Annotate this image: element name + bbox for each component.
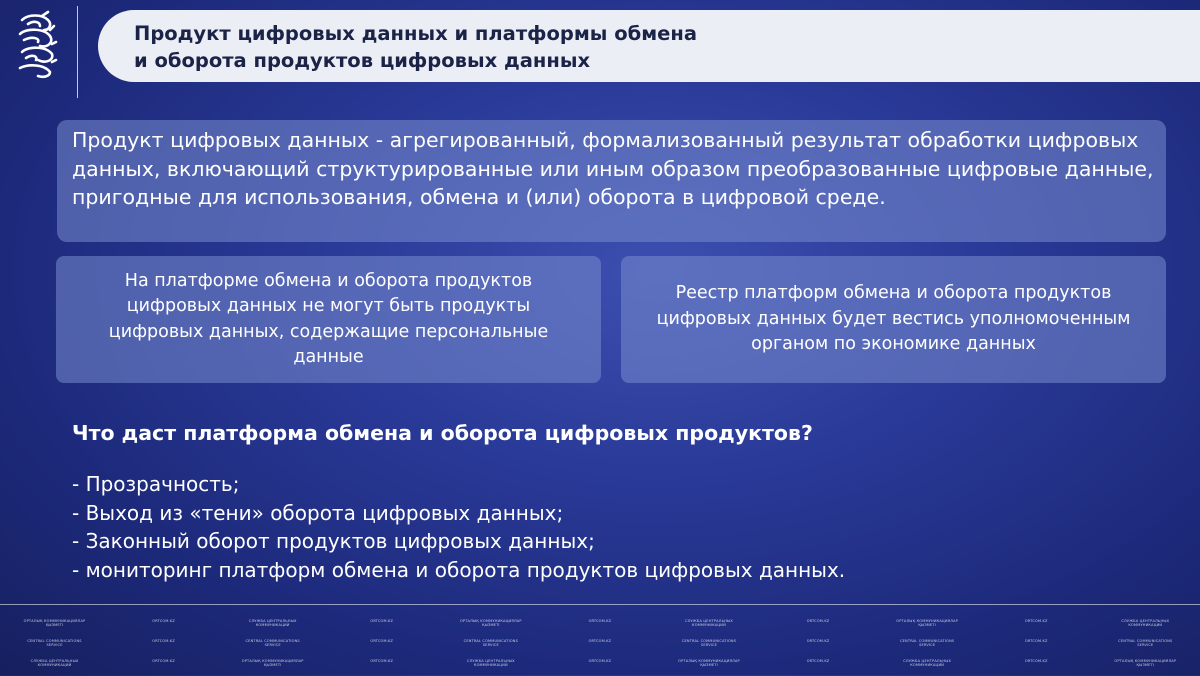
card-personal-data-text: На платформе обмена и оборота продуктов цифровых данных не могут быть продукты цифровых данных, содержащие персональные данные [108, 270, 549, 367]
footer-text: ORTCOM.KZ [370, 659, 394, 663]
footer-text: ORTCOM.KZ [806, 619, 830, 623]
footer-text: CENTRAL COMMUNICATIONS SERVICE [1118, 639, 1173, 647]
footer-text: СЛУЖБА ЦЕНТРАЛЬНЫХ КОММУНИКАЦИЙ [685, 619, 733, 627]
card-personal-data [56, 256, 601, 383]
footer-text: ORTCOM.KZ [152, 659, 175, 663]
list-item: - мониторинг платформ обмена и оборота продуктов цифровых данных. [72, 557, 846, 582]
footer-text: CENTRAL COMMUNICATIONS SERVICE [681, 639, 737, 647]
footer-text: ORTCOM.KZ [370, 639, 394, 643]
footer-text: CENTRAL COMMUNICATIONS SERVICE [463, 639, 519, 647]
footer-text: ORTCOM.KZ [588, 619, 612, 623]
footer-text: ORTCOM.KZ [1024, 659, 1048, 663]
emblem-logo-icon [14, 10, 58, 82]
footer-row-2 [0, 639, 1200, 647]
benefits-heading: Что даст платформа обмена и оборота цифровых продуктов? [72, 421, 813, 445]
header-divider [77, 6, 78, 98]
footer-text: ORTCOM.KZ [588, 659, 612, 663]
footer-text: СЛУЖБА ЦЕНТРАЛЬНЫХ КОММУНИКАЦИЙ [1121, 619, 1170, 627]
card-registry [621, 256, 1166, 383]
card-registry-text: Реестр платформ обмена и оборота продуктов цифровых данных будет вестись уполномоченным органом по экономике данных [656, 283, 1131, 355]
footer-text: ORTCOM.KZ [806, 639, 830, 643]
list-item: - Выход из «тени» оборота цифровых данных; [72, 500, 564, 525]
page-title-line-2: и оборота продуктов цифровых данных [134, 49, 591, 72]
footer-text: ORTCOM.KZ [152, 619, 175, 623]
footer-text: ОРТАЛЫҚ КОММУНИКАЦИЯЛАР ҚЫЗМЕТІ [23, 619, 86, 627]
footer-strip [0, 604, 1200, 676]
footer-text: ORTCOM.KZ [152, 639, 175, 643]
footer-text: ORTCOM.KZ [588, 639, 612, 643]
footer-text: CENTRAL COMMUNICATIONS SERVICE [27, 639, 82, 647]
footer-text: CENTRAL COMMUNICATIONS SERVICE [245, 639, 300, 647]
footer-text: ORTCOM.KZ [370, 619, 394, 623]
footer-text: СЛУЖБА ЦЕНТРАЛЬНЫХ КОММУНИКАЦИЙ [30, 659, 79, 667]
definition-text: Продукт цифровых данных - агрегированный, формализованный результат обработки цифровых данных, включающий структурированные или иным образом преобразованные цифровые данные, пригодные для использования, обмена и (или) оборота в цифровой среде. [72, 128, 1154, 209]
footer-text: СЛУЖБА ЦЕНТРАЛЬНЫХ КОММУНИКАЦИЙ [248, 619, 297, 627]
footer-text: СЛУЖБА ЦЕНТРАЛЬНЫХ КОММУНИКАЦИЙ [466, 659, 515, 667]
footer-text: ORTCOM.KZ [806, 659, 830, 663]
footer-text: ОРТАЛЫҚ КОММУНИКАЦИЯЛАР ҚЫЗМЕТІ [241, 659, 304, 667]
footer-text: ОРТАЛЫҚ КОММУНИКАЦИЯЛАР ҚЫЗМЕТІ [896, 619, 959, 627]
footer-text: СЛУЖБА ЦЕНТРАЛЬНЫХ КОММУНИКАЦИЙ [903, 659, 952, 667]
page-title-line-1: Продукт цифровых данных и платформы обмена [134, 22, 698, 45]
footer-row-3 [0, 659, 1200, 667]
footer-text: ОРТАЛЫҚ КОММУНИКАЦИЯЛАР ҚЫЗМЕТІ [459, 619, 522, 627]
footer-text: ORTCOM.KZ [1024, 639, 1048, 643]
footer-text: ОРТАЛЫҚ КОММУНИКАЦИЯЛАР ҚЫЗМЕТІ [1114, 659, 1177, 667]
list-item: - Законный оборот продуктов цифровых данных; [72, 529, 595, 553]
benefits-list [72, 470, 1172, 584]
footer-row-1 [0, 619, 1200, 627]
page-title [134, 20, 834, 74]
footer-text: CENTRAL COMMUNICATIONS SERVICE [899, 639, 955, 647]
footer-text: ОРТАЛЫҚ КОММУНИКАЦИЯЛАР ҚЫЗМЕТІ [678, 659, 740, 667]
footer-text: ORTCOM.KZ [1024, 619, 1048, 623]
list-item: - Прозрачность; [72, 472, 240, 496]
